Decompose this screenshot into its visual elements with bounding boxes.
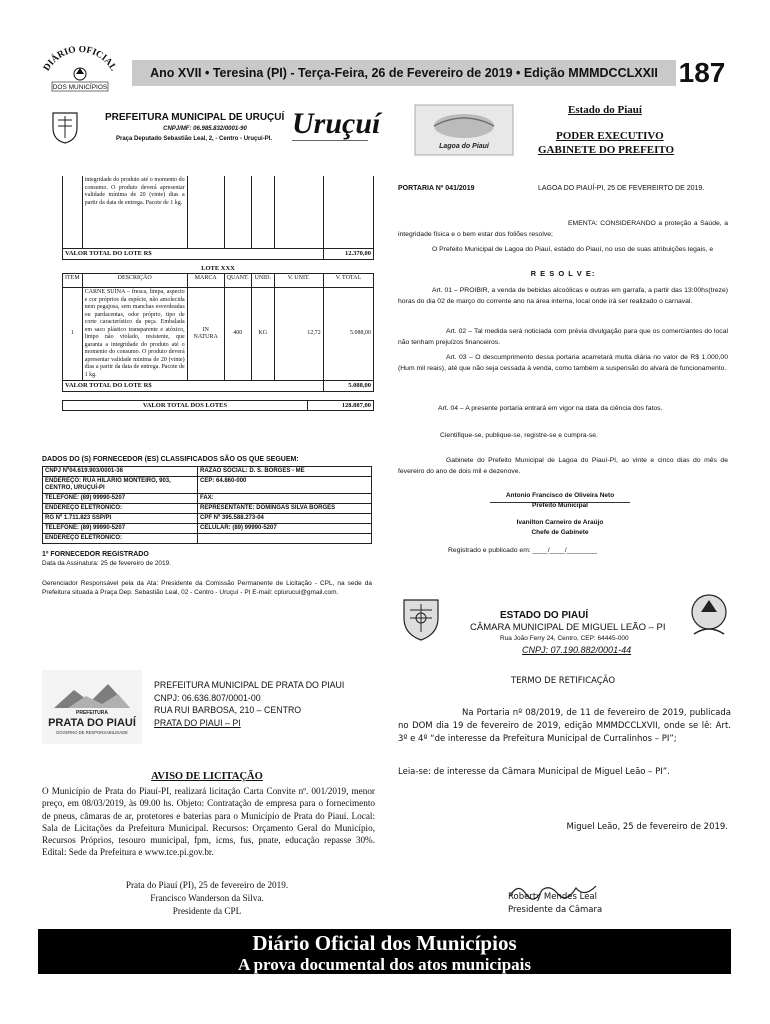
lot-title: LOTE XXX — [201, 264, 235, 272]
diario-oficial-logo — [38, 46, 122, 92]
prata-address: RUA RUI BARBOSA, 210 – CENTRO — [154, 705, 302, 715]
prata-date: Prata do Piauí (PI), 25 de fevereiro de 2019. — [125, 880, 289, 890]
prata-title: PREFEITURA MUNICIPAL DE PRATA DO PIAUI — [154, 680, 345, 690]
supplier-cell: RG Nº 1.711.823 SSP/PI — [43, 514, 198, 524]
miguel-body2: Leia-se: de interesse da Câmara Municipal de Miguel Leão – PI”. — [398, 767, 670, 777]
miguel-cnpj: CNPJ: 07.190.882/0001-44 — [522, 645, 632, 655]
lagoa-cabinet: GABINETE DO PREFEITO — [538, 144, 675, 156]
supplier-cell: CPF Nº 395.588.273-04 — [198, 514, 372, 524]
supplier-cell: ENDEREÇO ELETRÔNICO: — [43, 534, 198, 544]
footer-title: Diário Oficial dos Municípios — [252, 931, 517, 955]
lagoa-art4: Art. 04 – A presente portaria entrará em vigor na data da ciência dos fatos. — [438, 405, 663, 412]
item-description: CARNE SUÍNA – fresca, limpa, aspecto e cor próprios da espécie, não amolecida nem pegajosa, sem manchas esverdeadas ou pardacentas, odor próprio, tipo de corte característico da peça. Embalada em saco plástico transparente e atóxico, limpo não violado, resistente, que garanta a integridade do produto até o momento do consumo. O produto deverá apresentar validade mínima de 20 (vinte) dias a partir da data de entrega. Pacote de 1 kg. — [82, 288, 187, 381]
miguel-signer-role: Presidente da Câmara — [508, 905, 603, 915]
supplier-cell: ENDEREÇO ELETRÔNICO: — [43, 504, 198, 514]
supplier-table — [42, 466, 372, 544]
edition-bar — [132, 60, 676, 86]
lagoa-ementa: EMENTA: CONSIDERANDO a proteção a Saúde, a integridade física e o bem estar dos foliões resolve; — [398, 220, 728, 238]
urucui-crest-icon — [50, 110, 80, 144]
urucui-logo-underline — [292, 140, 368, 145]
lagoa-logo-label: Lagoa do Piauí — [439, 143, 489, 150]
table-row — [43, 514, 372, 524]
page-number: 187 — [678, 57, 726, 88]
supplier-cell: REPRESENTANTE: DOMINGAS SILVA BORGES — [198, 504, 372, 514]
lagoa-intro: O Prefeito Municipal de Lagoa do Piauí, estado do Piauí, no uso de suas atribuições legais, e — [432, 246, 714, 253]
lagoa-place-date: LAGOA DO PIAUÍ-PI, 25 DE FEVEREIRTO DE 2019. — [538, 185, 705, 192]
col-total: V. TOTAL — [323, 274, 373, 288]
supplier-cell: CEP: 64.860-000 — [198, 477, 372, 494]
lot-total-value: 12.370,00 — [323, 249, 373, 260]
prata-logo — [42, 670, 142, 744]
lagoa-portaria: PORTARIA Nº 041/2019 — [398, 185, 475, 192]
lagoa-state: Estado do Piauí — [568, 104, 642, 116]
col-unit: UNID. — [251, 274, 274, 288]
supplier-cell — [198, 534, 372, 544]
all-lots-label: VALOR TOTAL DOS LOTES — [63, 400, 308, 410]
prata-notice-body: O Município de Prata do Piauí-PI, realizará licitação Carta Convite nº. 001/2019, menor preço, em 08/03/2019, às 09.00 hs. Objeto: Contratação de empresa para o fornecimento de pneus, câmaras de ar, protetores e baterias para o Município de Prata do Piauí. Local: Sala de Licitações da Prefeitura Municipal. Recursos: Orçamento Geral do Município, Recursos Próprios, tesouro municipal, fpm, icms, fus, pnate, educação repasse 30%. Edital: Sede da Prefeitura e www.tce.pi.gov.br. — [42, 786, 375, 858]
supplier-cell: FAX: — [198, 494, 372, 504]
col-quantity: QUANT. — [224, 274, 251, 288]
prata-notice-title: AVISO DE LICITAÇÃO — [151, 771, 263, 782]
item-unit: KG — [251, 288, 274, 381]
lagoa-chief: Ivanilton Carneiro de Araújo — [516, 519, 604, 526]
col-description: DESCRIÇÃO — [82, 274, 187, 288]
urucui-cnpj: CNPJ/MF: 06.985.832/0001-90 — [163, 126, 247, 132]
lot-total-value-2: 5.088,00 — [323, 381, 373, 392]
urucui-address: Praça Deputado Sebastião Leal, 2, - Centro - Uruçuí-PI. — [116, 136, 273, 142]
miguel-address: Rua João Ferry 24, Centro, CEP: 64445-000 — [500, 635, 629, 642]
item-quantity: 400 — [224, 288, 251, 381]
manager-note: Gerenciador Responsável pela da Ata: Presidente da Comissão Permanente de Licitação - CPL, na sede da Prefeitura situada à Praça Dep. Sebastião Leal, 02 - Centro - Uruçuí - PI E-mail: cplurucui@gmail.com. — [42, 580, 372, 596]
signature-date: Data da Assinatura: 25 de fevereiro de 2019. — [42, 560, 172, 567]
col-unit-price: V. UNIT. — [274, 274, 323, 288]
col-item: ITEM — [63, 274, 83, 288]
miguel-state: ESTADO DO PIAUÍ — [500, 610, 589, 621]
miguel-term: TERMO DE RETIFICAÇÃO — [510, 676, 616, 686]
urucui-top-description: integridade do produto até o momento do consumo. O produto deverá apresentar validade mínima de 20 (vinte) dias a partir da data de entrega. Pacote de 1 kg. — [82, 176, 187, 249]
lagoa-gabinete: Gabinete do Prefeito Municipal de Lagoa do Piauí-PI, ao vinte e cinco dias do mês de fevereiro do ano de dois mil e dezenove. — [398, 457, 728, 475]
supplier-cell: CELULAR: (89) 99990-5207 — [198, 524, 372, 534]
miguel-chamber: CÂMARA MUNICIPAL DE MIGUEL LEÃO – PI — [470, 622, 666, 633]
urucui-lot-table — [62, 176, 374, 411]
prata-signer-role: Presidente da CPL — [172, 906, 242, 916]
lagoa-publish: Cientifique-se, publique-se, registre-se e cumpra-se. — [440, 432, 598, 439]
supplier-cell: RAZÃO SOCIAL: D. S. BORGES - ME — [198, 467, 372, 477]
miguel-date: Miguel Leão, 25 de fevereiro de 2019. — [566, 822, 728, 832]
lagoa-art2: Art. 02 – Tal medida será noticiada com prévia divulgação para que os comerciantes do local não tenham prejuízos financeiros. — [398, 328, 728, 346]
table-row — [43, 534, 372, 544]
lagoa-chief-role: Chefe de Gabinete — [531, 529, 589, 536]
lagoa-art3: Art. 03 – O descumprimento dessa portaria acarretará multa diária no valor de R$ 1.000,00 (Hum mil reais), até que não seja cessada à venda, como também a suspensão do alvará de funcionamento. — [398, 354, 728, 372]
all-lots-value: 128.887,00 — [308, 400, 374, 410]
table-row — [43, 494, 372, 504]
table-row — [43, 524, 372, 534]
prata-signer: Francisco Wanderson da Silva. — [150, 893, 264, 903]
supplier-cell: TELEFONE: (89) 99990-5207 — [43, 524, 198, 534]
prata-logo-small: PREFEITURA — [76, 710, 108, 716]
urucui-title: PREFEITURA MUNICIPAL DE URUÇUÍ — [105, 112, 285, 123]
lagoa-resolve: R E S O L V E: — [530, 269, 596, 278]
lagoa-registered: Registrado e publicado em: ____/____/________ — [448, 547, 597, 554]
footer-slogan: A prova documental dos atos municipais — [238, 955, 531, 974]
table-row — [63, 288, 374, 381]
supplier-cell: TELEFONE: (89) 99990-5207 — [43, 494, 198, 504]
miguel-leao-crest-icon — [400, 596, 442, 642]
piaui-state-crest-icon — [686, 590, 732, 642]
first-supplier: 1º FORNECEDOR REGISTRADO — [42, 551, 149, 558]
item-unit-price: 12,72 — [274, 288, 323, 381]
supplier-cell: CNPJ Nº04.619.903/0001-36 — [43, 467, 198, 477]
miguel-body1: Na Portaria nº 08/2019, de 11 de fevereiro de 2019, publicada no DOM dia 19 de fevereiro de 2019, edição MMMDCCLXVII, onde se lê: Art. 3º e 4º “de interesse da Prefeitura Municipal de Curralinhos – PI”; — [398, 708, 731, 744]
logo-text-bottom: DOS MUNICÍPIOS — [52, 84, 108, 91]
prata-cnpj: CNPJ: 06.636.807/0001-00 — [154, 693, 261, 703]
supplier-heading: DADOS DO (S) FORNECEDOR (ES) CLASSIFICADOS SÃO OS QUE SEGUEM: — [42, 456, 299, 463]
prata-logo-sub: GOVERNO DE RESPONSABILIDADE — [56, 730, 128, 735]
item-number: 1 — [63, 288, 83, 381]
lot-total-label: VALOR TOTAL DO LOTE R$ — [63, 249, 324, 260]
supplier-cell: ENDEREÇO: RUA HILÁRIO MONTEIRO, 903, CENTRO, URUÇUÍ-PI — [43, 477, 198, 494]
lagoa-power: PODER EXECUTIVO — [556, 130, 664, 142]
miguel-signer: Roberty Mendes Leal — [508, 892, 598, 902]
lagoa-logo — [414, 104, 514, 156]
lagoa-mayor: Antonio Francisco de Oliveira Neto — [505, 492, 615, 499]
col-brand: MARCA — [187, 274, 224, 288]
lot-total-label-2: VALOR TOTAL DO LOTE R$ — [63, 381, 324, 392]
table-row — [43, 477, 372, 494]
prata-logo-big: PRATA DO PIAUÍ — [48, 717, 136, 729]
item-total: 5.088,00 — [323, 288, 373, 381]
urucui-logo-word: Uruçuí — [292, 107, 381, 140]
table-row — [43, 504, 372, 514]
prata-city: PRATA DO PIAUI – PI — [154, 718, 241, 728]
lagoa-mayor-role: Prefeito Municipal — [532, 502, 588, 509]
item-brand: IN NATURA — [187, 288, 224, 381]
table-row — [43, 467, 372, 477]
edition-text: Ano XVII • Teresina (PI) - Terça-Feira, 26 de Fevereiro de 2019 • Edição MMMDCCLXXII — [150, 66, 658, 80]
lagoa-art1: Art. 01 – PROIBIR, a venda de bebidas alcoólicas e outras em garrafa, a partir das 13:00hs(treze) horas do dia 02 de março do corrente ano na área interna, local onde irá ser realizado o carnaval. — [398, 287, 728, 305]
logo-text-top: DIÁRIO OFICIAL — [42, 46, 118, 73]
footer-banner — [38, 929, 731, 974]
